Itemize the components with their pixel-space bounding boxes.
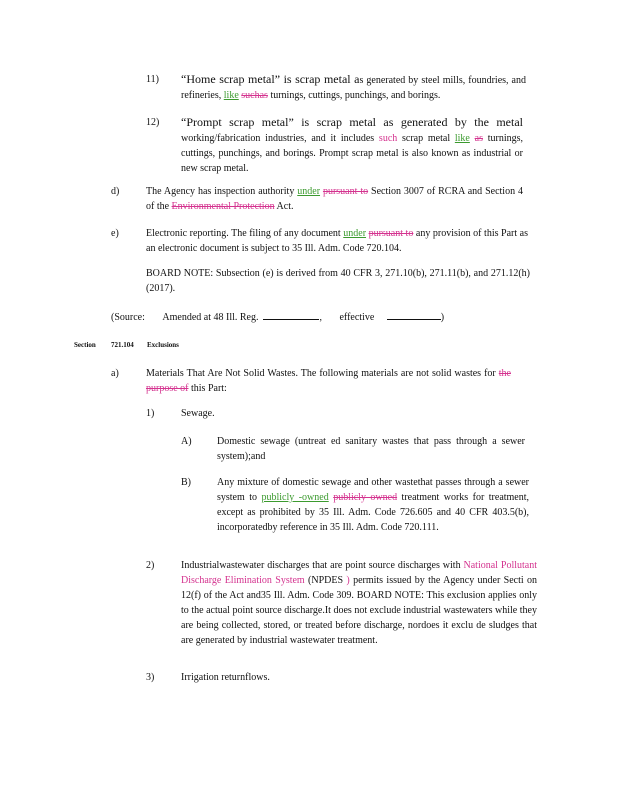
item-B-number: B) (181, 477, 191, 488)
item-a2-paragraph: Industrialwastewater discharges that are point source discharges with National Pollutant Discharge Elimination System (NPDES ) permits issued by the Agency under Secti on 12(f) of the Act and35 Ill. Adm. Code 309. BOARD NOTE: This exclusion applies only to the actual point source discharge.It does not exclude industrial wastewaters while they are being collected, stored, or treated before discharge, nordoes it exclu de sludges that are generated by industrial wastewater treatment. (181, 560, 538, 646)
deletion: pursuant to (368, 228, 414, 239)
insertion: like (454, 133, 470, 144)
item-A-number: A) (181, 436, 192, 447)
item-a3-text: Irrigation returnflows. (181, 672, 270, 683)
item-12-term: “Prompt scrap metal” (181, 115, 294, 129)
item-12-paragraph: “Prompt scrap metal” is scrap metal as generated by the metal working/fabrication industries, and it includes such scrap metal like as turnings, cuttings, punchings, and borings. Prompt scrap metal is also known as industrial or new scrap metal. (181, 115, 524, 174)
item-a1-text: Sewage. (181, 408, 215, 419)
item-d-number: d) (111, 186, 120, 197)
deletion: publicly owned (333, 492, 398, 503)
insertion: such (378, 133, 398, 144)
deletion: pursuant to (322, 186, 369, 197)
section-title: Exclusions (147, 341, 179, 349)
deletion: the purpose of (146, 368, 511, 394)
deletion: as (474, 133, 483, 144)
item-e-paragraph: Electronic reporting. The filing of any document under pursuant to any provision of this Part as an electronic document is subject to 35 Ill. Adm. Code 720.104. (146, 228, 529, 254)
item-d-paragraph: The Agency has inspection authority under pursuant to Section 3007 of RCRA and Section 4 of the Environmental Protection Act. (146, 186, 523, 212)
item-11-term: “Home scrap metal” (181, 72, 281, 86)
deletion: Environmental Protection (171, 201, 275, 212)
deletion: suchas (241, 90, 268, 101)
item-a-paragraph: Materials That Are Not Solid Wastes. The following materials are not solid wastes for the purpose of this Part: (146, 368, 511, 394)
section-label: Section (74, 341, 96, 349)
insertion: publicly -owned (261, 492, 329, 503)
item-a2-number: 2) (146, 560, 155, 571)
item-a3-number: 3) (146, 672, 155, 683)
item-12-number: 12) (146, 117, 160, 128)
insertion: National Pollutant Discharge Elimination System (181, 560, 538, 586)
insertion: ) (346, 575, 350, 586)
item-11-number: 11) (146, 74, 159, 85)
insertion: under (343, 228, 367, 239)
item-11-paragraph: “Home scrap metal” is scrap metal as generated by steel mills, foundries, and refineries, like suchas turnings, cuttings, punchings, and borings. (181, 72, 526, 101)
board-note-e: BOARD NOTE: Subsection (e) is derived from 40 CFR 3, 271.10(b), 271.11(b), and 271.12(h) (2017). (146, 268, 530, 294)
effective-date-blank (387, 309, 441, 320)
section-number: 721.104 (111, 341, 134, 349)
insertion: under (297, 186, 321, 197)
insertion: like (223, 90, 239, 101)
register-blank (263, 309, 319, 320)
source-line: (Source: Amended at 48 Ill. Reg. , effective ) (111, 309, 531, 325)
item-B-paragraph: Any mixture of domestic sewage and other wastethat passes through a sewer system to publicly -owned publicly owned treatment works for treatment, except as prohibited by 35 Ill. Adm. Code 726.605 and 40 CFR 403.5(b), incorporatedby reference in 35 Ill. Adm. Code 720.111. (217, 477, 530, 533)
item-a1-number: 1) (146, 408, 155, 419)
item-e-number: e) (111, 228, 119, 239)
item-A-paragraph: Domestic sewage (untreat ed sanitary wastes that pass through a sewer system);and (217, 436, 525, 462)
item-a-number: a) (111, 368, 119, 379)
